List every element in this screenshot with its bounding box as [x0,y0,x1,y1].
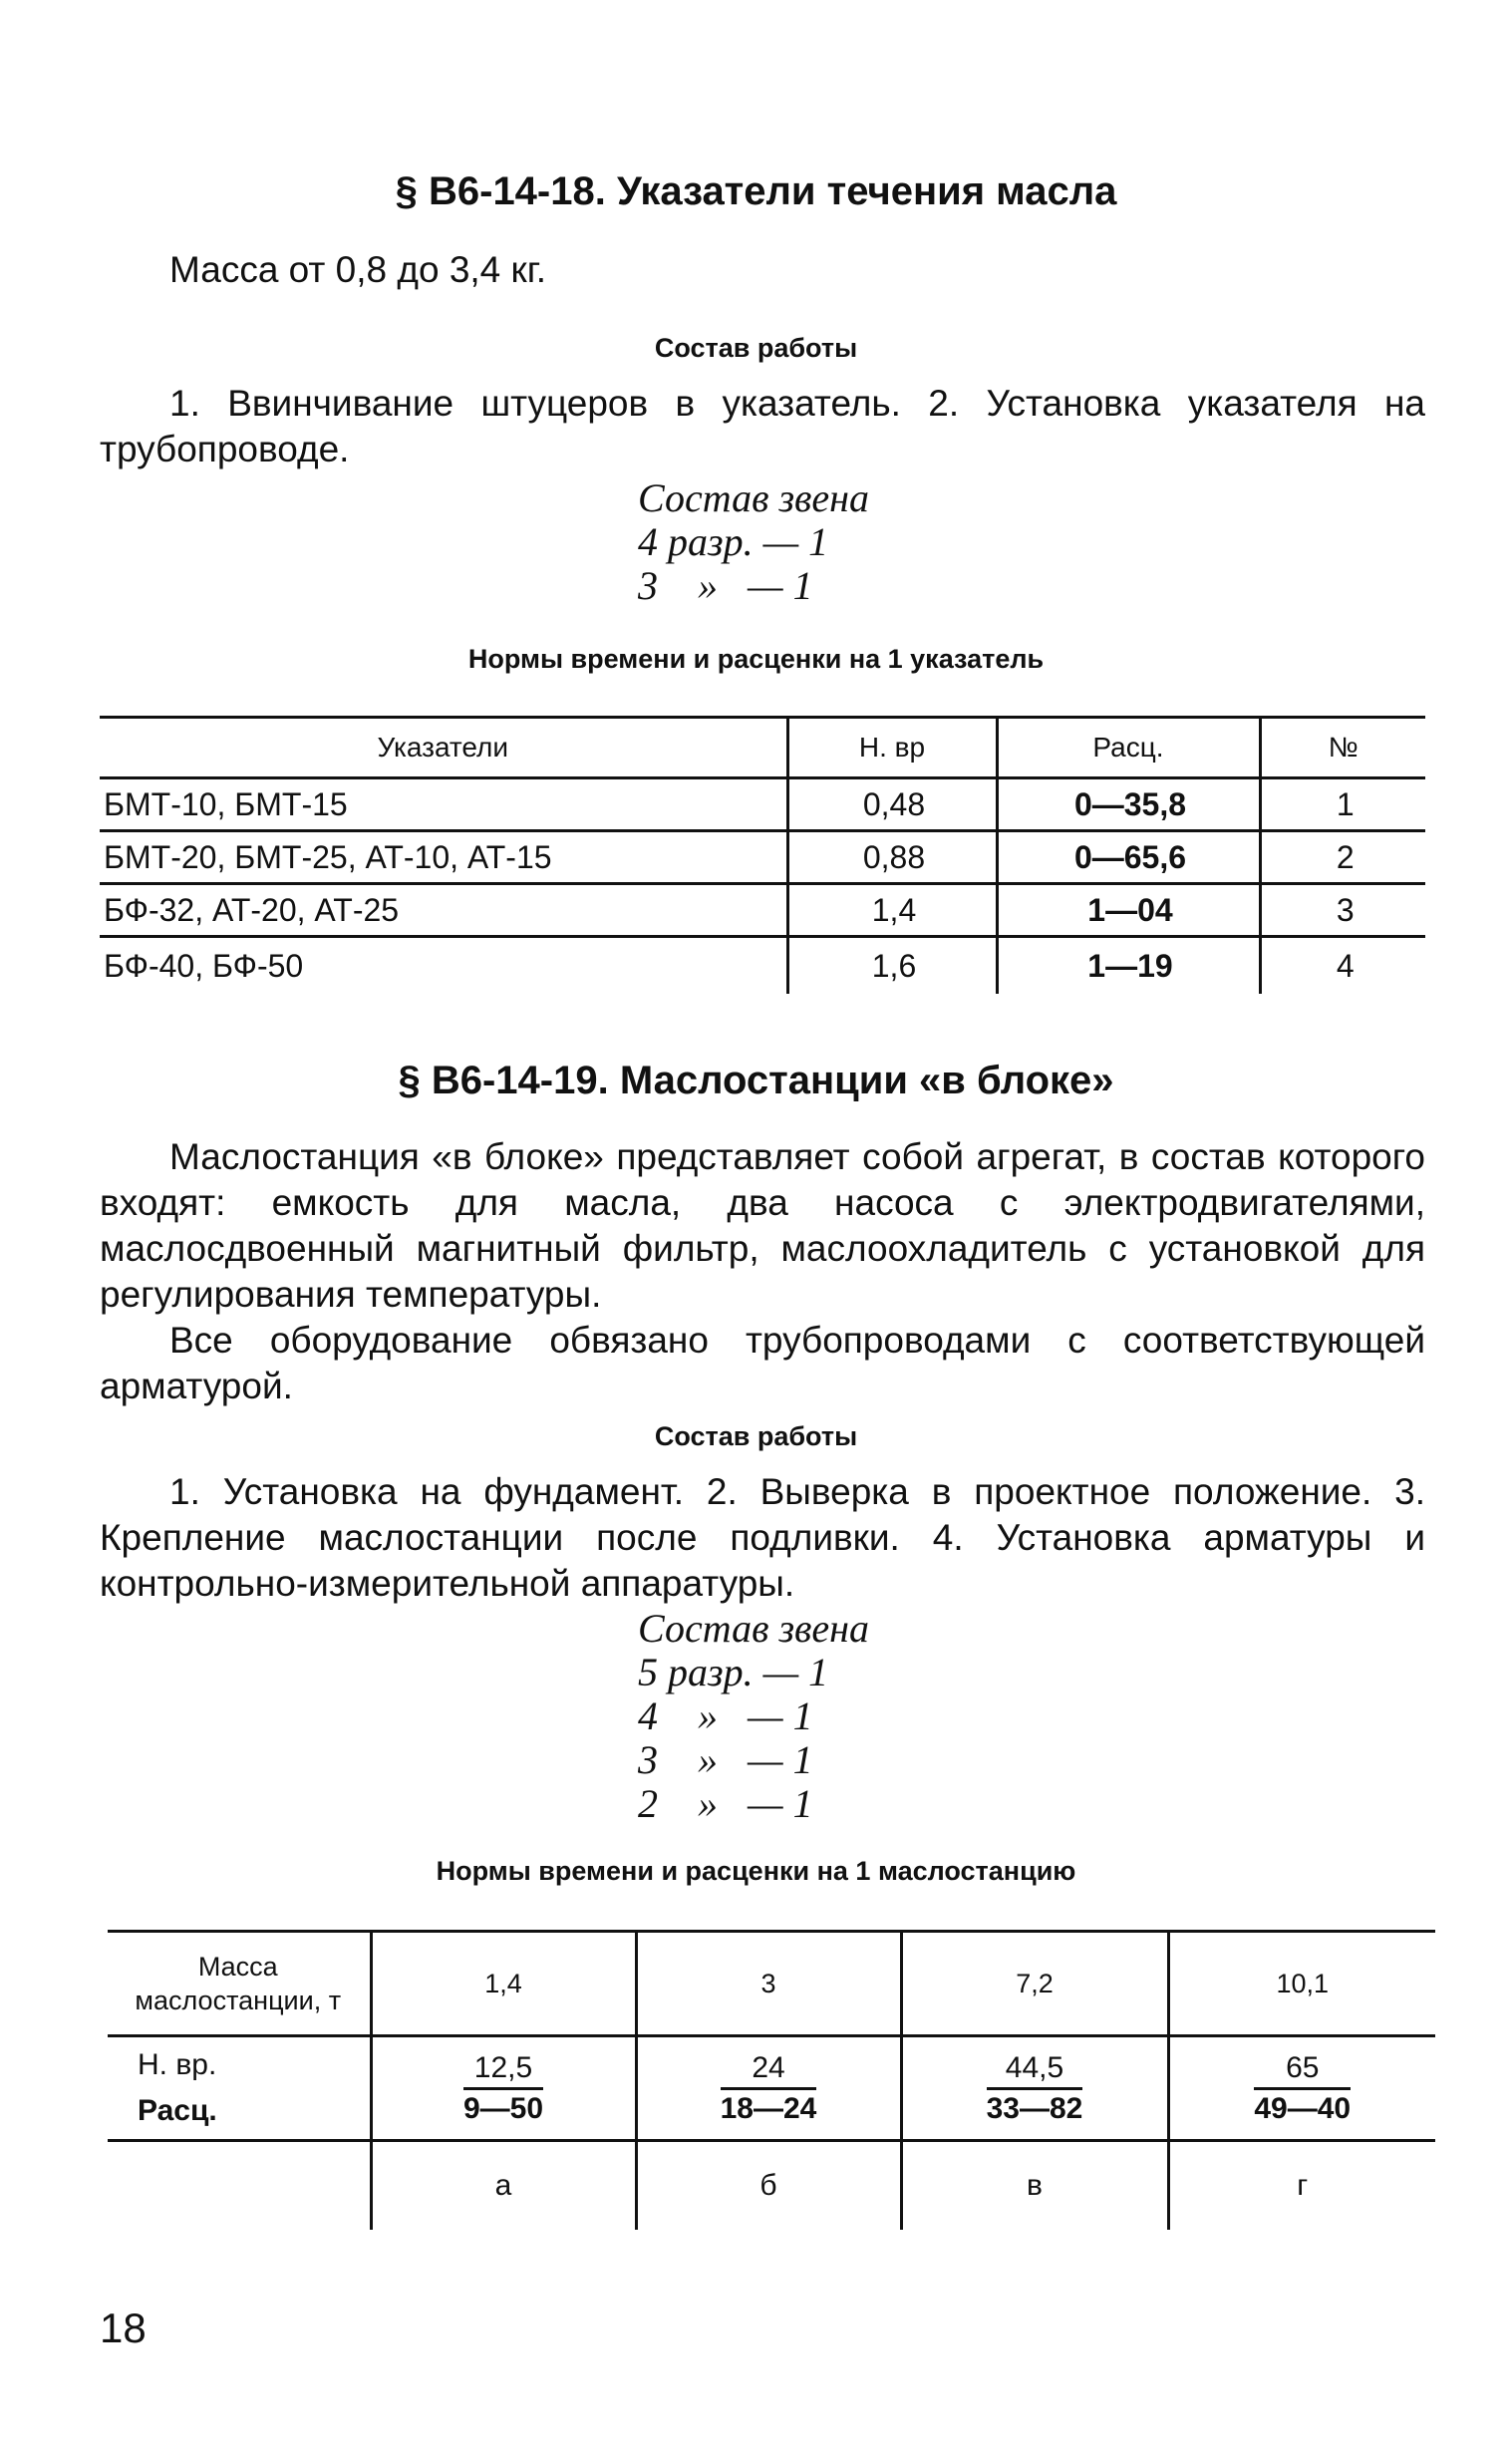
row-number-cell: 1 [1260,778,1425,831]
rate-cell: 0—65,6 [997,831,1260,884]
mass-value-cell: 3 [636,1932,901,2036]
table-row [108,2036,1435,2141]
rate-value: 33—82 [986,2091,1083,2125]
crew-row: 4 разр. — 1 [638,519,829,564]
column-header: № [1260,718,1425,778]
crew-row: 3 » — 1 [638,1737,813,1782]
column-code-cell: г [1168,2141,1435,2231]
mass-text: Масса от 0,8 до 3,4 кг. [169,249,546,290]
work-composition-text: 1. Установка на фундамент. 2. Выверка в проектное положение. 3. Крепление маслостанции после подливки. 4. Установка арматуры и контрольно-измерительной аппаратуры. [100,1471,1425,1604]
rate-cell: 1—19 [997,937,1260,995]
mass-value-cell: 1,4 [371,1932,636,2036]
table-row [100,937,1425,995]
section-heading: § В6-14-19. Маслостанции «в блоке» [398,1059,1114,1102]
norm-cell [901,2036,1168,2141]
rate-value: 9—50 [462,2091,544,2125]
crew-title: Состав звена [638,475,870,520]
indicators-norms-table [100,716,1425,994]
crew-row: 2 » — 1 [638,1781,813,1826]
time-norm-cell: 0,48 [787,778,997,831]
table-row [100,778,1425,831]
norm-cell [1168,2036,1435,2141]
mass-value-cell: 10,1 [1168,1932,1435,2036]
indicator-cell: БМТ-20, БМТ-25, АТ-10, АТ-15 [100,831,787,884]
description-paragraph: Все оборудование обвязано трубопроводами с соответствующей арматурой. [100,1320,1425,1406]
norm-cell [636,2036,901,2141]
indicator-cell: БФ-40, БФ-50 [104,947,304,984]
column-header: Расц. [997,718,1260,778]
oil-station-norms-table [108,1930,1435,2230]
mass-header-label: Масса маслостанции, т [108,1932,371,2036]
table-header-row [108,1932,1435,2036]
column-header: Н. вр [787,718,997,778]
work-composition-title: Состав работы [654,333,858,363]
row-number-cell: 3 [1260,884,1425,937]
time-norm-value: 12,5 [463,2051,543,2090]
crew-composition [638,476,869,608]
column-code-cell: а [371,2141,636,2231]
rate-value: 49—40 [1254,2091,1352,2125]
work-composition-title: Состав работы [654,1421,858,1451]
column-header: Указатели [100,718,787,778]
column-code-cell: б [636,2141,901,2231]
page-number: 18 [100,2304,147,2351]
time-norm-value: 24 [721,2051,817,2090]
time-norm-label: Н. вр. [138,2048,217,2081]
description-paragraph: Маслостанция «в блоке» представляет собой агрегат, в состав которого входят: емкость для масла, два насоса с электродвигателями, маслосдвоенный магнитный фильтр, маслоохладитель с установкой для регулирования температуры. [100,1136,1425,1315]
time-norm-cell: 0,88 [787,831,997,884]
crew-row: 4 » — 1 [638,1693,813,1738]
column-code-cell: в [901,2141,1168,2231]
time-norm-value: 44,5 [987,2051,1083,2090]
crew-composition [638,1607,869,1826]
table-row [108,2141,1435,2231]
table-row [100,884,1425,937]
indicator-cell: БМТ-10, БМТ-15 [100,778,787,831]
section-heading: § В6-14-18. Указатели течения масла [395,169,1117,213]
norms-title: Нормы времени и расценки на 1 маслостанцию [436,1856,1076,1886]
time-norm-cell: 1,4 [787,884,997,937]
table-row [100,831,1425,884]
mass-value-cell: 7,2 [901,1932,1168,2036]
indicator-cell: БФ-32, АТ-20, АТ-25 [100,884,787,937]
norm-cell [371,2036,636,2141]
crew-row: 3 » — 1 [638,563,813,608]
time-norm-cell: 1,6 [787,937,997,995]
crew-title: Состав звена [638,1606,870,1651]
row-number-cell: 2 [1260,831,1425,884]
rate-label: Расц. [138,2094,217,2127]
rate-value: 18—24 [720,2091,817,2125]
table-header-row [100,718,1425,778]
norms-title: Нормы времени и расценки на 1 указатель [467,644,1045,674]
empty-cell [108,2141,371,2231]
row-labels [108,2036,371,2141]
time-norm-value: 65 [1254,2051,1351,2090]
rate-cell: 1—04 [997,884,1260,937]
work-composition-text: 1. Ввинчивание штуцеров в указатель. 2. Установка указателя на трубопроводе. [100,383,1425,469]
row-number-cell: 4 [1260,937,1425,995]
rate-cell: 0—35,8 [997,778,1260,831]
crew-row: 5 разр. — 1 [638,1650,829,1694]
